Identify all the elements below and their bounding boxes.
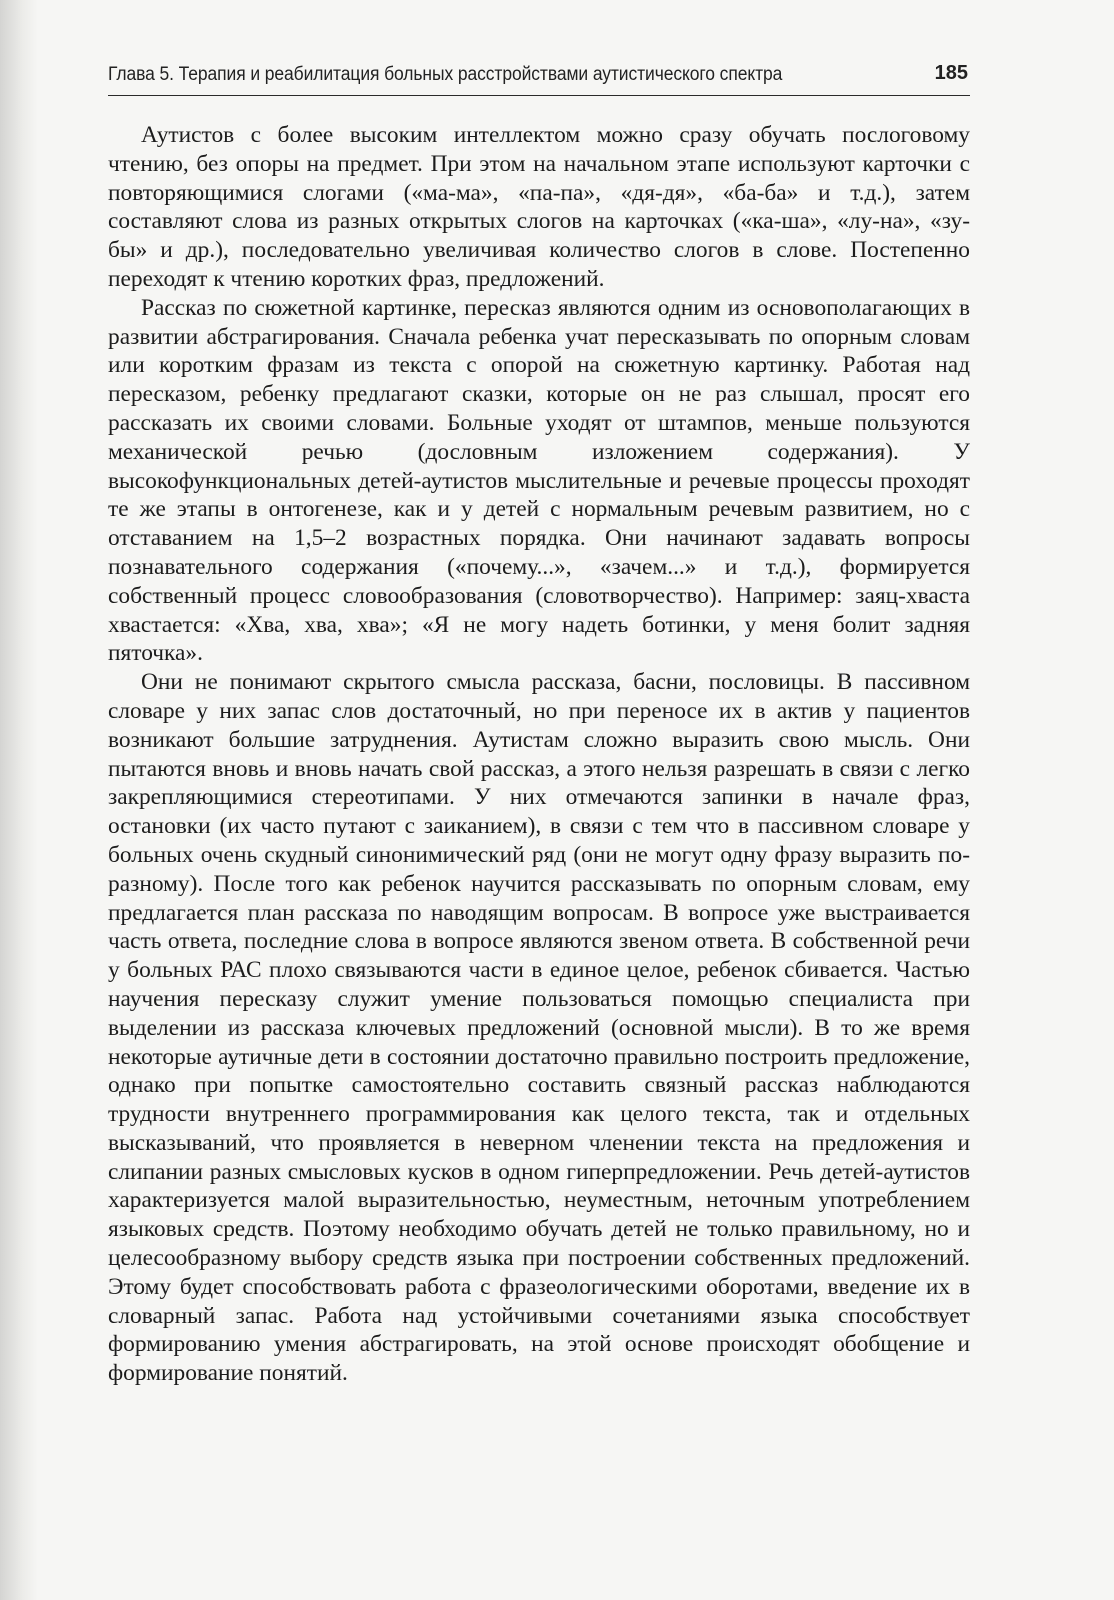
- binding-shadow: [0, 0, 38, 1600]
- paragraph-3: Они не понимают скрытого смысла рассказа, басни, пословицы. В пассивном словаре у них запас слов достаточный, но при переносе их в актив у пациентов возникают большие затруднения. Аутистам сложно выразить свою мысль. Они пытаются вновь и вновь начать свой рассказ, а этого нельзя разрешать в связи с легко закрепляющимися стереотипами. У них отмечаются запинки в начале фраз, остановки (их часто путают с заиканием), в связи с тем что в пассивном словаре у больных очень скудный синонимический ряд (они не могут одну фразу выразить по-разному). После того как ребенок научится рассказывать по опорным словам, ему предлагается план рассказа по наводящим вопросам. В вопросе уже выстраивается часть ответа, последние слова в вопросе являются звеном ответа. В собственной речи у больных РАС плохо связываются части в единое целое, ребенок сбивается. Частью научения пересказу служит умение пользоваться помощью специалиста при выделении из рассказа ключевых предложений (основной мысли). В то же время некоторые аутичные дети в состоянии достаточно правильно построить предложение, однако при попытке самостоятельно составить связный рассказ наблюдаются трудности внутреннего программирования как целого текста, так и отдельных высказываний, что проявляется в неверном членении текста на предложения и слипании разных смысловых кусков в одном гиперпредложении. Речь детей-аутистов характеризуется малой выразительностью, неуместным, неточным употреблением языковых средств. Поэтому необходимо обучать детей не только правильному, но и целесообразному выбору средств языка при построении собственных предложений. Этому будет способствовать работа с фразеологическими оборотами, введение их в словарный запас. Работа над устойчивыми сочетаниями языка способствует формированию умения абстрагировать, на этой основе происходят обобщение и формирование понятий.: [108, 669, 970, 1387]
- running-head: Глава 5. Терапия и реабилитация больных расстройствами аутистического спектра: [108, 64, 783, 85]
- page-number: 185: [934, 62, 968, 84]
- page-header: [108, 62, 970, 96]
- body-text: [108, 121, 970, 1388]
- paragraph-1: Аутистов с более высоким интеллектом можно сразу обучать послоговому чтению, без опоры на предмет. При этом на начальном этапе используют карточки с повторяющимися слогами («ма-ма», «па-па», «дя-дя», «ба-ба» и т.д.), затем составляют слова из разных открытых слогов на карточках («ка-ша», «лу-на», «зу-бы» и др.), последовательно увеличивая количество слогов в слове. Постепенно переходят к чтению коротких фраз, предложений.: [108, 122, 970, 292]
- paragraph-2: Рассказ по сюжетной картинке, пересказ являются одним из основополагающих в развитии абстрагирования. Сначала ребенка учат пересказывать по опорным словам или коротким фразам из текста с опорой на сюжетную картинку. Работая над пересказом, ребенку предлагают сказки, которые он не раз слышал, просят его рассказать их своими словами. Больные уходят от штампов, меньше пользуются механической речью (дословным изложением содержания). У высокофункциональных детей-аутистов мыслительные и речевые процессы проходят те же этапы в онтогенезе, как и у детей с нормальным речевым развитием, но с отставанием на 1,5–2 возрастных порядка. Они начинают задавать вопросы познавательного содержания («почему...», «зачем...» и т.д.), формируется собственный процесс словообразования (словотворчество). Например: заяц-хваста хвастается: «Хва, хва, хва»; «Я не могу надеть ботинки, у меня болит задняя пяточка».: [108, 294, 970, 667]
